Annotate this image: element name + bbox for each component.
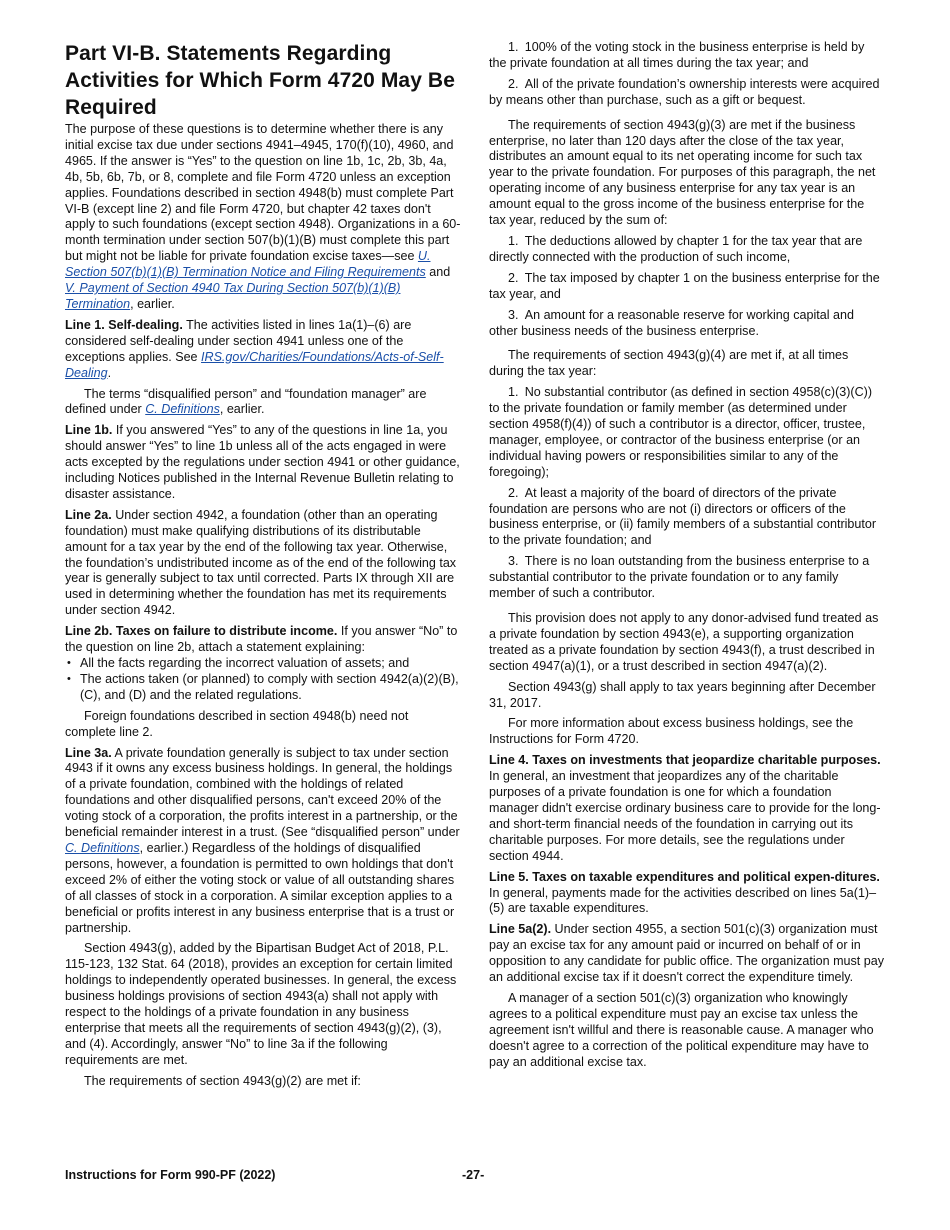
bullet-text: All the facts regarding the incorrect valuation of assets; and <box>80 656 410 670</box>
line5a2-paragraph <box>489 922 884 986</box>
section-4943g-paragraph: Section 4943(g), added by the Bipartisan Budget Act of 2018, P.L. 115-123, 132 Stat. 64 (2018), provides an exception for certain limited holdings to independently operated businesses. In general, the excess business holdings provisions of section 4943(a) shall not apply with respect to the holdings of a private foundation in any business enterprise that meets all the requirements of section 4943(g)(2), (3), and (4). Accordingly, answer “No” to line 3a if the following requirements are met. <box>65 941 457 1067</box>
terms-text: The terms “disqualified person” and “foundation manager” are defined under <box>65 386 427 417</box>
line1b-paragraph <box>65 423 461 503</box>
footer-form-title: Instructions for Form 990-PF (2022) <box>65 1168 276 1182</box>
line2a-text: Under section 4942, a foundation (other than an operating foundation) must make qualifying distributions of its distributable amount for a tax year by the end of the following tax year. Otherwise, the foundation’s undistributed income as of the end of the following tax year is generally subject to tax until corrected. Parts IX through XII are used in determining whether the foundation has met its requirements under section 4942. <box>65 507 457 618</box>
intro-and: and <box>425 265 451 280</box>
apply-paragraph: Section 4943(g) shall apply to tax years beginning after December 31, 2017. <box>489 679 876 710</box>
line5-label: Line 5. Taxes on taxable expenditures and political expen-ditures. <box>489 869 880 884</box>
list-item: 1. No substantial contributor (as defined in section 4958(c)(3)(C)) to the private foundation or family member (as determined under section 4958(f)(4)) of such a contributor is a director, officer, trustee, manager, employee, or contractor of the business enterprise (or an individual having powers or responsibilities similar to any of the foregoing); <box>489 385 873 479</box>
intro-text: The purpose of these questions is to determine whether there is any initial excise tax due under sections 4941–4945, 170(f)(10), 4960, and 4965. If the answer is “Yes” to the question on line 1b, 1c, 2b, 3b, 4a, 4b, 5b, 6b, 7b, or 8, complete and file Form 4720 unless an exception applies. Foundations described in section 4948(b) must complete Part VI-B (except line 2) and file Form 4720, but chapter 42 taxes don't apply to such foundations (except section 4948). Organizations in a 60-month termination under section 507(b)(1)(B) must complete this part but might not be liable for private foundation excise taxes—see <box>65 122 461 264</box>
intro-paragraph <box>65 122 461 313</box>
req-g3-paragraph: The requirements of section 4943(g)(3) are met if the business enterprise, no later than 120 days after the close of the tax year, distributes an amount equal to its net operating income for such tax year to the private foundation. For purposes of this paragraph, the net operating income of any business enterprise for any tax year is an amount equal to the gross income of the business enterprise for the tax year, reduced by the sum of: <box>489 117 876 228</box>
line2b-label: Line 2b. Taxes on failure to distribute income. <box>65 624 338 639</box>
list-item: 2. All of the private foundation’s ownership interests were acquired by means other than purchase, such as a gift or bequest. <box>489 76 880 107</box>
bullet-text: The actions taken (or planned) to comply with section 4942(a)(2)(B), (C), and (D) and the related regulations. <box>80 671 459 702</box>
line2b-paragraph <box>65 624 461 656</box>
bullet-icon: • <box>67 672 71 685</box>
line4-text: In general, an investment that jeopardizes any of the charitable purposes of a private foundation is one for which a foundation manager didn't exercise ordinary business care to provide for the long- and short-term financial needs of the foundation in carrying out its charitable purposes. For more details, see the regulations under section 4944. <box>489 769 881 863</box>
line3a-end: , earlier.) Regardless of the holdings of disqualified persons, however, a foundation is permitted to own holdings that don't exceed 2% of either the voting stock or value of all outstanding shares of all classes of stock in a corporation. A similar exception applies to a beneficial or profits interest in any business enterprise that is a trust or partnership. <box>65 840 455 935</box>
line1-label: Line 1. Self-dealing. <box>65 317 183 332</box>
manager-paragraph: A manager of a section 501(c)(3) organization who knowingly agrees to a political expenditure must pay an excise tax unless the agreement isn't willful and there is reasonable cause. A manager who doesn't agree to a correction of the political expenditure may have to pay an additional excise tax. <box>489 990 874 1069</box>
bullet-icon: • <box>67 657 71 669</box>
bullet-item <box>65 656 461 672</box>
page-number: -27- <box>462 1168 485 1182</box>
line2b-text: If you answer “No” to the question on line 2b, attach a statement explaining: <box>65 624 458 655</box>
link-c-definitions-2[interactable]: C. Definitions <box>65 840 140 855</box>
link-section-507-termination[interactable]: U. Section 507(b)(1)(B) Termination Notice and Filing Requirements <box>65 249 431 280</box>
line1-paragraph <box>65 318 461 382</box>
terms-paragraph <box>65 387 461 419</box>
list-item: 2. The tax imposed by chapter 1 on the business enterprise for the tax year, and <box>489 270 880 301</box>
line1-text: The activities listed in lines 1a(1)–(6) are considered self-dealing under section 4941 unless one of the exceptions applies. See <box>65 317 412 364</box>
link-payment-section-4940[interactable]: V. Payment of Section 4940 Tax During Section 507(b)(1)(B) Termination <box>65 281 401 311</box>
line3a-paragraph <box>65 746 461 937</box>
req-g2-paragraph: The requirements of section 4943(g)(2) are met if: <box>84 1073 361 1088</box>
line1b-text: If you answered “Yes” to any of the questions in line 1a, you should answer “Yes” to line 1b unless all of the acts engaged in were acts excepted by the regulations under section 4941 or other guidance, including Notices published in the Internal Revenue Bulletin relating to disaster assistance. <box>65 423 460 501</box>
line3a-text: A private foundation generally is subject to tax under section 4943 if it owns any excess business holdings. In general, the holdings of a private foundation, combined with the holdings of related foundations and other disqualified persons, can't exceed 20% of the voting stock of a corporation, the profits interest in a partnership, or the beneficial remainder interest in a trust. (See “disqualified person” under <box>65 745 460 840</box>
line2a-label: Line 2a. <box>65 507 112 522</box>
line5a2-label: Line 5a(2). <box>489 922 552 937</box>
line4-label: Line 4. Taxes on investments that jeopardize charitable purposes. <box>489 753 881 768</box>
left-column <box>65 40 461 1095</box>
foreign-paragraph: Foreign foundations described in section 4948(b) need not complete line 2. <box>65 708 409 739</box>
list-item: 1. The deductions allowed by chapter 1 for the tax year that are directly connected with the production of such income, <box>489 233 863 264</box>
req-g4-paragraph: The requirements of section 4943(g)(4) are met if, at all times during the tax year: <box>489 348 849 379</box>
terms-end: , earlier. <box>219 402 265 417</box>
link-c-definitions[interactable]: C. Definitions <box>145 402 220 417</box>
line5-paragraph <box>489 870 884 918</box>
right-column <box>489 40 884 1075</box>
list-item: 3. There is no loan outstanding from the business enterprise to a substantial contributor to the private foundation or to any family member of such a contributor. <box>489 554 870 601</box>
provision-paragraph: This provision does not apply to any donor-advised fund treated as a private foundation by section 4943(e), a supporting organization treated as a private foundation by section 4943(f), a trust described in section 4947(a)(1), or a trust described in section 4947(a)(2). <box>489 611 879 673</box>
section-heading: Part VI-B. Statements Regarding Activities for Which Form 4720 May Be Required <box>65 42 455 119</box>
line5a2-text: Under section 4955, a section 501(c)(3) organization must pay an excise tax for any amount paid or incurred on behalf of or in opposition to any candidate for public office. The organization must pay an additional excise tax if it doesn't correct the expenditure timely. <box>489 922 885 985</box>
line1-end: . <box>107 365 112 380</box>
more-info-paragraph: For more information about excess business holdings, see the Instructions for Form 4720. <box>489 716 854 747</box>
intro-end: , earlier. <box>130 296 175 311</box>
list-item: 3. An amount for a reasonable reserve for working capital and other business needs of the business enterprise. <box>489 307 854 338</box>
bullet-item <box>65 672 461 704</box>
list-item: 1. 100% of the voting stock in the business enterprise is held by the private foundation at all times during the tax year; and <box>489 40 865 70</box>
list-item: 2. At least a majority of the board of directors of the private foundation are persons who are not (i) directors or officers of the business enterprise, or (ii) family members of a substantial contributor to the private foundation; and <box>489 485 877 548</box>
line5-text: In general, payments made for the activities described on lines 5a(1)–(5) are taxable expenditures. <box>489 885 877 916</box>
link-acts-of-self-dealing[interactable]: IRS.gov/Charities/Foundations/Acts-of-Self-Dealing <box>65 349 444 380</box>
line1b-label: Line 1b. <box>65 423 113 438</box>
line3a-label: Line 3a. <box>65 745 112 760</box>
line2a-paragraph <box>65 508 461 619</box>
line4-paragraph <box>489 753 884 864</box>
